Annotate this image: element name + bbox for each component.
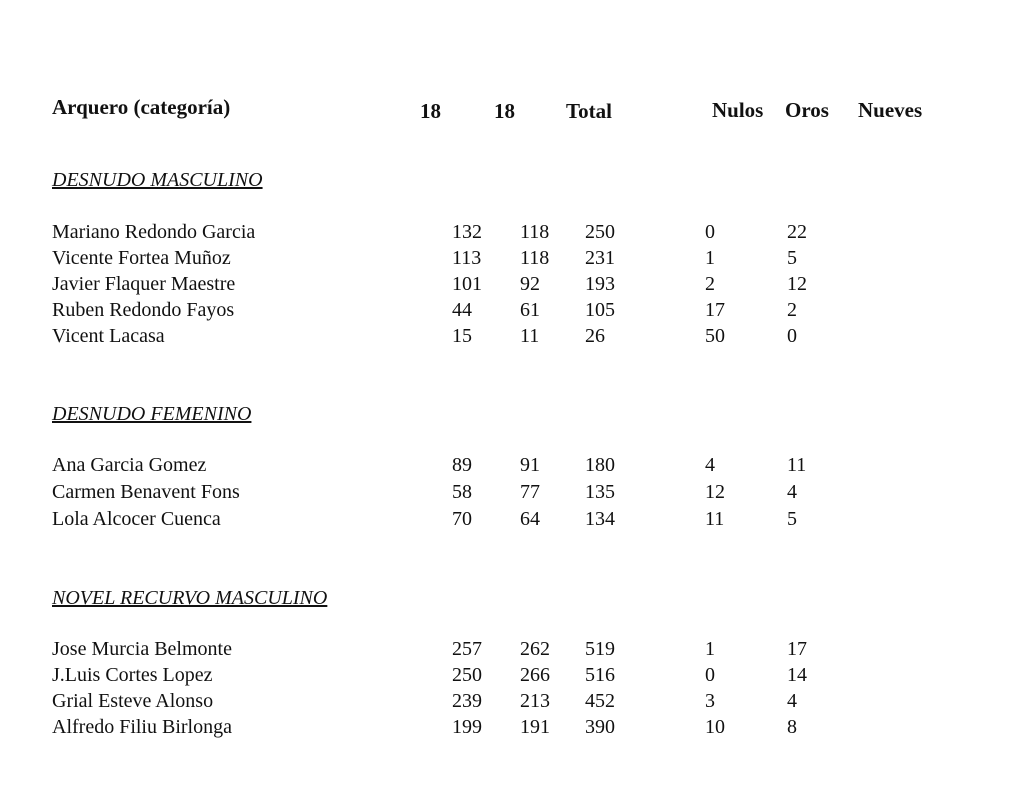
round2-score: 213 — [520, 690, 550, 712]
oros-count: 14 — [787, 664, 807, 686]
oros-count: 4 — [787, 481, 797, 503]
archer-name: J.Luis Cortes Lopez — [52, 664, 213, 686]
nulos-count: 0 — [705, 221, 715, 243]
table-row — [0, 481, 1024, 507]
round2-score: 64 — [520, 508, 540, 530]
archer-name: Alfredo Filiu Birlonga — [52, 716, 232, 738]
table-row — [0, 638, 1024, 664]
oros-count: 5 — [787, 508, 797, 530]
round2-score: 92 — [520, 273, 540, 295]
oros-count: 22 — [787, 221, 807, 243]
nulos-count: 10 — [705, 716, 725, 738]
round1-score: 257 — [452, 638, 482, 660]
archer-name: Vicent Lacasa — [52, 325, 165, 347]
total-score: 134 — [585, 508, 615, 530]
section-title: DESNUDO FEMENINO — [52, 403, 252, 425]
total-score: 519 — [585, 638, 615, 660]
round1-score: 15 — [452, 325, 472, 347]
total-score: 180 — [585, 454, 615, 476]
table-row — [0, 273, 1024, 299]
archer-name: Grial Esteve Alonso — [52, 690, 214, 712]
round2-score: 61 — [520, 299, 540, 321]
oros-count: 0 — [787, 325, 797, 347]
nulos-count: 1 — [705, 638, 715, 660]
section-title: NOVEL RECURVO MASCULINO — [52, 587, 328, 609]
total-score: 390 — [585, 716, 615, 738]
round2-score: 191 — [520, 716, 550, 738]
nulos-count: 0 — [705, 664, 715, 686]
nulos-count: 3 — [705, 690, 715, 712]
nulos-count: 50 — [705, 325, 725, 347]
round1-score: 101 — [452, 273, 482, 295]
header-nulos: Nulos — [712, 98, 764, 122]
archer-name: Mariano Redondo Garcia — [52, 221, 256, 243]
round1-score: 250 — [452, 664, 482, 686]
round2-score: 77 — [520, 481, 540, 503]
nulos-count: 17 — [705, 299, 725, 321]
archer-name: Vicente Fortea Muñoz — [52, 247, 231, 269]
table-row — [0, 325, 1024, 351]
oros-count: 5 — [787, 247, 797, 269]
header-round1: 18 — [420, 99, 441, 123]
round1-score: 89 — [452, 454, 472, 476]
round1-score: 44 — [452, 299, 472, 321]
nulos-count: 11 — [705, 508, 725, 530]
archer-name: Ana Garcia Gomez — [52, 454, 207, 476]
header-oros: Oros — [785, 98, 829, 122]
archer-name: Carmen Benavent Fons — [52, 481, 240, 503]
round2-score: 266 — [520, 664, 550, 686]
archer-name: Jose Murcia Belmonte — [52, 638, 232, 660]
round2-score: 262 — [520, 638, 550, 660]
total-score: 250 — [585, 221, 615, 243]
table-row — [0, 508, 1024, 534]
header-total: Total — [566, 99, 612, 123]
oros-count: 8 — [787, 716, 797, 738]
round2-score: 118 — [520, 247, 550, 269]
round1-score: 58 — [452, 481, 472, 503]
round1-score: 70 — [452, 508, 472, 530]
round2-score: 11 — [520, 325, 540, 347]
total-score: 516 — [585, 664, 615, 686]
round1-score: 132 — [452, 221, 482, 243]
oros-count: 12 — [787, 273, 807, 295]
archer-name: Lola Alcocer Cuenca — [52, 508, 221, 530]
round1-score: 239 — [452, 690, 482, 712]
table-row — [0, 664, 1024, 690]
total-score: 105 — [585, 299, 615, 321]
archer-name: Javier Flaquer Maestre — [52, 273, 236, 295]
nulos-count: 2 — [705, 273, 715, 295]
round1-score: 113 — [452, 247, 482, 269]
oros-count: 4 — [787, 690, 797, 712]
total-score: 231 — [585, 247, 615, 269]
section-title: DESNUDO MASCULINO — [52, 169, 263, 191]
round1-score: 199 — [452, 716, 482, 738]
table-row — [0, 454, 1024, 480]
table-row — [0, 716, 1024, 742]
table-row — [0, 690, 1024, 716]
archer-name: Ruben Redondo Fayos — [52, 299, 235, 321]
header-nueves: Nueves — [858, 98, 923, 122]
total-score: 452 — [585, 690, 615, 712]
table-row — [0, 221, 1024, 247]
oros-count: 2 — [787, 299, 797, 321]
nulos-count: 1 — [705, 247, 715, 269]
total-score: 135 — [585, 481, 615, 503]
header-archer: Arquero (categoría) — [52, 95, 231, 119]
table-row — [0, 299, 1024, 325]
round2-score: 91 — [520, 454, 540, 476]
round2-score: 118 — [520, 221, 550, 243]
nulos-count: 4 — [705, 454, 715, 476]
total-score: 193 — [585, 273, 615, 295]
nulos-count: 12 — [705, 481, 725, 503]
header-round2: 18 — [494, 99, 515, 123]
total-score: 26 — [585, 325, 605, 347]
oros-count: 11 — [787, 454, 807, 476]
table-row — [0, 247, 1024, 273]
oros-count: 17 — [787, 638, 807, 660]
